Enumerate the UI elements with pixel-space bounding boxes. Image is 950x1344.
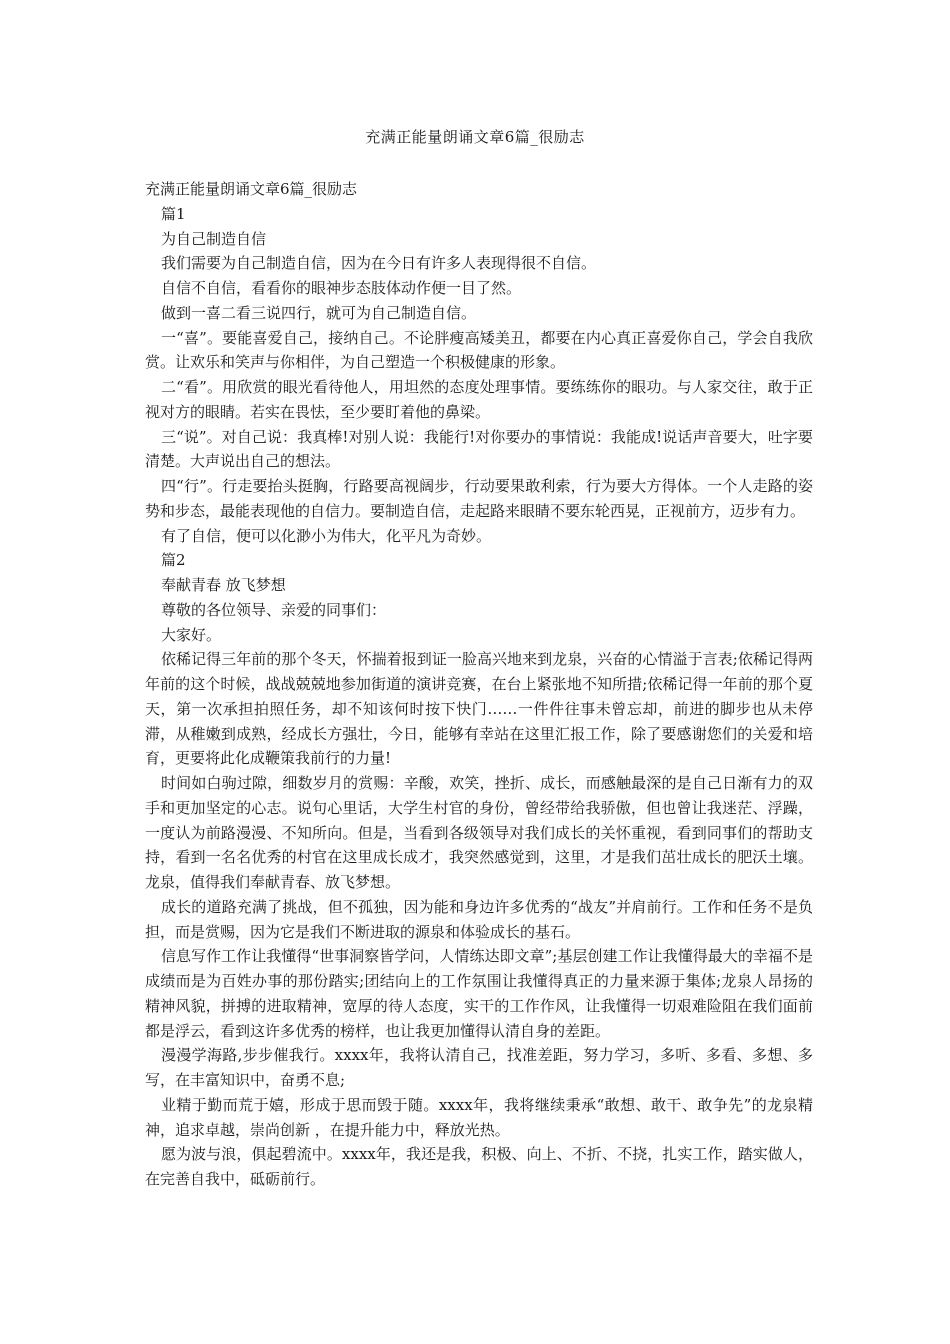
paragraph: 成长的道路充满了挑战，但不孤独，因为能和身边许多优秀的“战友”并肩前行。工作和任务不是负担，而是赏赐，因为它是我们不断进取的源泉和体验成长的基石。 bbox=[145, 897, 813, 941]
document-subtitle: 充满正能量朗诵文章6篇_很励志 bbox=[145, 180, 358, 198]
paragraph: 二“看”。用欣赏的眼光看待他人，用坦然的态度处理事情。要练练你的眼功。与人家交往，敢于正视对方的眼睛。若实在畏怯，至少要盯着他的鼻梁。 bbox=[145, 378, 813, 421]
paragraph: 奉献青春 放飞梦想 bbox=[161, 576, 286, 594]
paragraph: 依稀记得三年前的那个冬天，怀揣着报到证一脸高兴地来到龙泉，兴奋的心情溢于言表;依稀记得两年前的这个时候，战战兢兢地参加街道的演讲竞赛，在台上紧张地不知所措;依稀记得一年前的那个夏天，第一次承担拍照任务，却不知该何时按下快门……一件件往事未曾忘却，前进的脚步也从未停滞，从稚嫩到成熟，经成长方强壮，今日，能够有幸站在这里汇报工作，除了要感谢您们的关爱和培育，更要将此化成鞭策我前行的力量! bbox=[145, 650, 813, 768]
paragraph: 篇1 bbox=[161, 204, 186, 223]
paragraph: 做到一喜二看三说四行，就可为自己制造自信。 bbox=[161, 303, 477, 322]
document-body bbox=[145, 177, 813, 1192]
paragraph: 我们需要为自己制造自信，因为在今日有许多人表现得很不自信。 bbox=[161, 254, 597, 273]
paragraph: 一“喜”。要能喜爱自己，接纳自己。不论胖瘦高矮美丑，都要在内心真正喜爱你自己，学会自我欣赏。让欢乐和笑声与你相伴，为自己塑造一个积极健康的形象。 bbox=[145, 328, 813, 372]
paragraph: 四“行”。行走要抬头挺胸，行路要高视阔步，行动要果敢利索，行为要大方得体。一个人走路的姿势和步态，最能表现他的自信力。要制造自信，走起路来眼睛不要东轮西晃，正视前方，迈步有力。 bbox=[145, 477, 813, 520]
paragraph: 为自己制造自信 bbox=[161, 229, 267, 248]
paragraph: 漫漫学海路,步步催我行。xxxx年，我将认清自己，找准差距，努力学习，多听、多看、多想、多写，在丰富知识中，奋勇不息; bbox=[145, 1046, 813, 1089]
paragraph: 自信不自信，看看你的眼神步态肢体动作便一目了然。 bbox=[161, 279, 522, 297]
paragraph: 时间如白驹过隙，细数岁月的赏赐：辛酸，欢笑，挫折、成长，而感触最深的是自己日渐有力的双手和更加坚定的心志。说句心里话，大学生村官的身份，曾经带给我骄傲，但也曾让我迷茫、浮躁，一度认为前路漫漫、不知所向。但是，当看到各级领导对我们成长的关怀重视，看到同事们的帮助支持，看到一名名优秀的村官在这里成长成才，我突然感觉到，这里，才是我们茁壮成长的肥沃土壤。龙泉，值得我们奉献青春、放飞梦想。 bbox=[145, 774, 813, 891]
paragraph: 篇2 bbox=[161, 551, 186, 570]
paragraph: 愿为波与浪，俱起碧流中。xxxx年，我还是我，积极、向上、不折、不挠，扎实工作，踏实做人，在完善自我中，砥砺前行。 bbox=[145, 1145, 813, 1188]
document-title: 充满正能量朗诵文章6篇_很励志 bbox=[365, 128, 585, 146]
paragraph: 三“说”。对自己说：我真棒!对别人说：我能行!对你要办的事情说：我能成!说话声音要大，吐字要清楚。大声说出自己的想法。 bbox=[145, 427, 813, 471]
paragraph: 信息写作工作让我懂得“世事洞察皆学问，人情练达即文章”;基层创建工作让我懂得最大的幸福不是成绩而是为百姓办事的那份踏实;团结向上的工作氛围让我懂得真正的力量来源于集体;龙泉人昂扬的精神风貌，拼搏的进取精神，宽厚的待人态度，实干的工作作风，让我懂得一切艰难险阻在我们面前都是浮云，看到这许多优秀的榜样，也让我更加懂得认清自身的差距。 bbox=[145, 947, 813, 1040]
paragraph: 尊敬的各位领导、亲爱的同事们： bbox=[161, 600, 387, 619]
paragraph: 业精于勤而荒于嬉，形成于思而毁于随。xxxx年，我将继续秉承“敢想、敢干、敢争先”的龙泉精神，追求卓越，崇尚创新 ，在提升能力中，释放光热。 bbox=[145, 1095, 813, 1139]
paragraph: 有了自信，便可以化渺小为伟大，化平凡为奇妙。 bbox=[161, 526, 492, 545]
paragraph: 大家好。 bbox=[161, 625, 222, 644]
